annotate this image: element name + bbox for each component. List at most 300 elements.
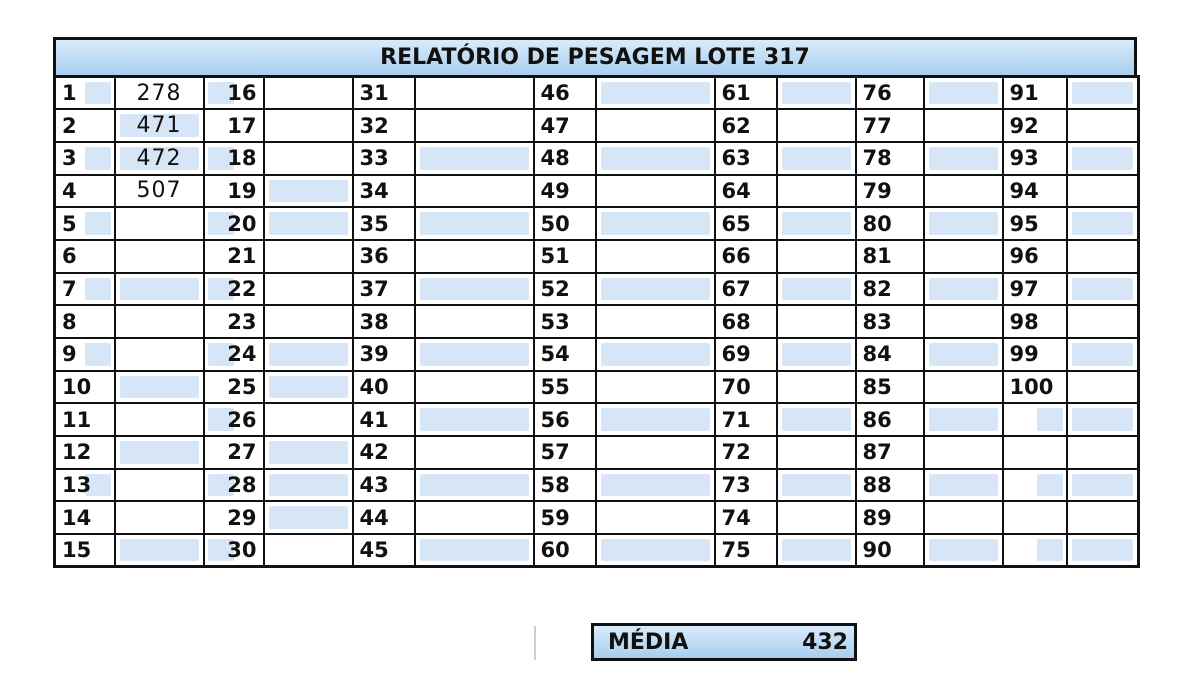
item-number: 8 [62,309,77,334]
weight-value-cell [115,175,204,208]
table-row [55,305,1139,338]
weight-value-cell [924,305,1003,338]
cell-shade [929,82,998,104]
table-row [55,77,1139,110]
item-number-cell [1003,207,1067,240]
cell-shade [420,408,529,431]
item-number: 19 [227,178,257,203]
cell-shade [1072,539,1134,561]
item-number-cell [353,501,415,534]
item-number: 73 [721,473,751,498]
weight-value-cell [415,534,534,567]
table-row [55,501,1139,534]
item-number: 24 [227,342,257,367]
item-number: 57 [540,440,570,465]
item-number-cell [55,142,115,175]
item-number: 6 [62,244,77,269]
table-row [55,403,1139,436]
weight-value-cell [415,469,534,502]
item-number: 15 [62,538,92,563]
cell-shade [782,343,851,366]
weight-value-cell [596,501,715,534]
item-number: 35 [359,211,389,236]
item-number-cell [534,338,596,371]
item-number-cell [204,240,264,273]
item-number: 63 [721,146,751,171]
item-number-cell [55,175,115,208]
weight-value-cell [777,469,856,502]
weight-value-cell [264,534,353,567]
item-number-cell [534,534,596,567]
weight-value-cell [415,273,534,306]
item-number-cell [715,77,777,110]
item-number-cell [353,534,415,567]
weight-value-cell [777,305,856,338]
item-number-cell [534,436,596,469]
weight-value-cell [1067,240,1139,273]
item-number-cell [1003,403,1067,436]
item-number-cell [1003,175,1067,208]
item-number-cell [715,109,777,142]
weight-value-cell [924,469,1003,502]
weight-value-cell [924,273,1003,306]
item-number: 81 [862,244,892,269]
item-number-cell [715,207,777,240]
item-number-cell [204,501,264,534]
item-number-cell [856,534,924,567]
item-number: 48 [540,146,570,171]
item-number: 23 [227,309,257,334]
weight-value-cell [777,109,856,142]
item-number: 95 [1009,211,1039,236]
item-number: 62 [721,113,751,138]
item-number: 12 [62,440,92,465]
item-number: 20 [227,211,257,236]
item-number: 2 [62,113,77,138]
cell-shade [1037,474,1063,497]
weight-value-cell [415,338,534,371]
cell-shade [85,82,111,104]
weight-value-cell [777,403,856,436]
weight-value-cell [115,240,204,273]
cell-shade [601,474,710,497]
weight-value-cell [264,109,353,142]
item-number-cell [856,338,924,371]
item-number-cell [715,305,777,338]
item-number: 89 [862,505,892,530]
item-number: 11 [62,407,92,432]
item-number: 78 [862,146,892,171]
item-number: 14 [62,505,92,530]
weight-value-cell [777,501,856,534]
weight-value-cell [1067,436,1139,469]
cell-shade [601,212,710,235]
item-number-cell [204,534,264,567]
item-number-cell [715,273,777,306]
item-number-cell [204,403,264,436]
item-number-cell [55,436,115,469]
item-number-cell [534,109,596,142]
item-number: 7 [62,276,77,301]
item-number-cell [856,371,924,404]
weight-value-cell [264,305,353,338]
item-number: 72 [721,440,751,465]
item-number-cell [534,469,596,502]
weight-value-cell [264,371,353,404]
item-number: 49 [540,178,570,203]
item-number: 44 [359,505,389,530]
item-number: 25 [227,375,257,400]
weight-value-cell [264,77,353,110]
cell-shade [85,343,111,366]
cell-shade [1072,82,1134,104]
item-number: 5 [62,211,77,236]
item-number: 30 [227,538,257,563]
item-number-cell [1003,109,1067,142]
item-number: 40 [359,375,389,400]
item-number-cell [715,501,777,534]
item-number-cell [55,77,115,110]
weight-value-cell [596,207,715,240]
item-number: 3 [62,146,77,171]
item-number-cell [534,77,596,110]
weight-value-cell [924,77,1003,110]
item-number-cell [856,436,924,469]
item-number-cell [534,175,596,208]
item-number: 64 [721,178,751,203]
weight-value-cell [415,371,534,404]
weight-value-cell [777,142,856,175]
weight-value-cell [1067,403,1139,436]
cell-shade [1072,474,1134,497]
table-row [55,207,1139,240]
weight-value-cell [115,534,204,567]
item-number: 65 [721,211,751,236]
item-number: 60 [540,538,570,563]
item-number: 53 [540,309,570,334]
weight-value-cell [596,175,715,208]
item-number-cell [856,77,924,110]
weight-value-cell [1067,175,1139,208]
item-number-cell [1003,142,1067,175]
weight-value-cell [924,240,1003,273]
item-number-cell [715,338,777,371]
cell-shade [929,539,998,561]
item-number: 26 [227,407,257,432]
item-number: 43 [359,473,389,498]
item-number-cell [856,240,924,273]
item-number: 75 [721,538,751,563]
item-number: 77 [862,113,892,138]
item-number: 37 [359,276,389,301]
item-number-cell [55,207,115,240]
item-number-cell [856,305,924,338]
cell-shade [929,343,998,366]
item-number: 13 [62,473,92,498]
table-row [55,469,1139,502]
weight-value-cell [264,273,353,306]
item-number-cell [204,305,264,338]
item-number-cell [715,142,777,175]
weight-value-cell [115,142,204,175]
item-number-cell [715,403,777,436]
weight-value-cell [415,77,534,110]
item-number-cell [715,469,777,502]
weight-value-cell [415,207,534,240]
item-number: 36 [359,244,389,269]
weight-value-cell [596,403,715,436]
cell-shade [1072,212,1134,235]
item-number: 76 [862,81,892,106]
item-number-cell [353,338,415,371]
item-number-cell [204,142,264,175]
weight-value-cell [1067,273,1139,306]
cell-shade [269,376,348,399]
weight-value-cell [415,436,534,469]
cell-shade [601,539,710,561]
item-number-cell [534,403,596,436]
item-number: 67 [721,276,751,301]
item-number-cell [55,109,115,142]
item-number-cell [534,273,596,306]
item-number: 58 [540,473,570,498]
item-number-cell [353,469,415,502]
item-number: 80 [862,211,892,236]
table-row [55,109,1139,142]
item-number-cell [55,371,115,404]
weight-value-cell [1067,77,1139,110]
item-number-cell [1003,305,1067,338]
item-number: 94 [1009,178,1039,203]
weight-value-cell [924,534,1003,567]
weight-value-cell [264,338,353,371]
item-number-cell [856,109,924,142]
cell-shade [420,212,529,235]
item-number: 22 [227,276,257,301]
weight-value-cell [596,305,715,338]
item-number: 91 [1009,81,1039,106]
weight-value-cell [596,142,715,175]
item-number-cell [856,207,924,240]
item-number: 71 [721,407,751,432]
item-number: 41 [359,407,389,432]
item-number-cell [715,175,777,208]
item-number-cell [856,142,924,175]
item-number: 84 [862,342,892,367]
cell-shade [120,278,199,301]
weight-value-cell [264,436,353,469]
item-number-cell [534,142,596,175]
item-number: 28 [227,473,257,498]
weights-table [53,75,1140,568]
weight-value-cell [115,305,204,338]
weight-value-cell [415,403,534,436]
cell-shade [269,343,348,366]
cell-shade [1072,147,1134,170]
weight-value-cell [264,175,353,208]
cell-shade [85,212,111,235]
weight-value-cell [777,338,856,371]
cell-shade [782,474,851,497]
weight-value-cell [596,273,715,306]
weight-value: 507 [136,178,182,204]
item-number-cell [204,436,264,469]
item-number-cell [353,175,415,208]
item-number: 96 [1009,244,1039,269]
weight-value-cell [1067,142,1139,175]
item-number: 42 [359,440,389,465]
weight-value-cell [1067,469,1139,502]
item-number-cell [534,501,596,534]
item-number: 55 [540,375,570,400]
item-number-cell [55,338,115,371]
item-number: 85 [862,375,892,400]
table-row [55,142,1139,175]
weight-value-cell [115,109,204,142]
average-label: MÉDIA [608,629,689,655]
cell-shade [782,82,851,104]
cell-shade [1037,539,1063,561]
item-number-cell [715,436,777,469]
item-number-cell [204,175,264,208]
cell-shade [269,506,348,529]
item-number: 18 [227,146,257,171]
item-number-cell [353,273,415,306]
cell-shade [601,147,710,170]
weight-value-cell [924,371,1003,404]
item-number: 92 [1009,113,1039,138]
cell-shade [601,408,710,431]
item-number-cell [55,469,115,502]
weight-value-cell [1067,207,1139,240]
weight-value-cell [115,436,204,469]
item-number: 29 [227,505,257,530]
weight-value-cell [415,305,534,338]
item-number-cell [55,240,115,273]
weight-value-cell [1067,501,1139,534]
weight-value-cell [777,240,856,273]
item-number-cell [715,240,777,273]
weight-value-cell [115,403,204,436]
weight-value-cell [415,240,534,273]
item-number: 86 [862,407,892,432]
cell-shade [1072,408,1134,431]
item-number-cell [204,273,264,306]
item-number-cell [534,371,596,404]
item-number-cell [534,240,596,273]
item-number-cell [856,501,924,534]
item-number: 10 [62,375,92,400]
item-number: 50 [540,211,570,236]
average-value: 432 [802,629,848,655]
item-number-cell [204,77,264,110]
item-number-cell [856,403,924,436]
weight-value-cell [777,207,856,240]
item-number-cell [353,436,415,469]
item-number-cell [353,109,415,142]
item-number: 32 [359,113,389,138]
weight-value-cell [777,371,856,404]
item-number: 54 [540,342,570,367]
item-number-cell [1003,436,1067,469]
item-number: 38 [359,309,389,334]
cell-shade [782,212,851,235]
weight-value-cell [924,207,1003,240]
weight-value-cell [264,501,353,534]
cell-shade [782,278,851,301]
table-row [55,534,1139,567]
cell-shade [929,408,998,431]
cell-shade [269,212,348,235]
weight-value-cell [596,534,715,567]
weight-value-cell [596,371,715,404]
table-row [55,436,1139,469]
weight-value-cell [596,338,715,371]
cell-shade [85,278,111,301]
item-number-cell [715,371,777,404]
weight-value-cell [1067,371,1139,404]
weight-value-cell [264,403,353,436]
item-number: 4 [62,178,77,203]
item-number-cell [1003,240,1067,273]
table-row [55,338,1139,371]
item-number: 17 [227,113,257,138]
item-number: 51 [540,244,570,269]
report-title: RELATÓRIO DE PESAGEM LOTE 317 [53,37,1137,75]
item-number-cell [353,207,415,240]
weight-value-cell [115,371,204,404]
weight-value-cell [415,175,534,208]
item-number-cell [353,305,415,338]
item-number-cell [856,469,924,502]
item-number-cell [353,142,415,175]
item-number-cell [1003,371,1067,404]
item-number: 39 [359,342,389,367]
weight-value-cell [264,469,353,502]
item-number: 9 [62,342,77,367]
cell-shade [120,441,199,464]
item-number-cell [55,273,115,306]
item-number-cell [534,207,596,240]
weight-value-cell [596,109,715,142]
item-number: 82 [862,276,892,301]
weight-value-cell [777,77,856,110]
item-number-cell [1003,501,1067,534]
weight-value-cell [1067,338,1139,371]
item-number: 66 [721,244,751,269]
weight-value-cell [1067,305,1139,338]
item-number-cell [204,207,264,240]
item-number: 47 [540,113,570,138]
item-number: 59 [540,505,570,530]
weight-value: 278 [136,80,182,106]
item-number: 88 [862,473,892,498]
item-number: 99 [1009,342,1039,367]
weight-value-cell [115,207,204,240]
item-number-cell [55,501,115,534]
weight-value-cell [596,77,715,110]
weight-value-cell [596,469,715,502]
weight-value-cell [777,273,856,306]
weight-value-cell [115,501,204,534]
item-number: 34 [359,178,389,203]
weight-value-cell [264,240,353,273]
weight-value-cell [777,436,856,469]
item-number-cell [55,534,115,567]
item-number: 83 [862,309,892,334]
weight-value-cell [415,501,534,534]
item-number: 90 [862,538,892,563]
